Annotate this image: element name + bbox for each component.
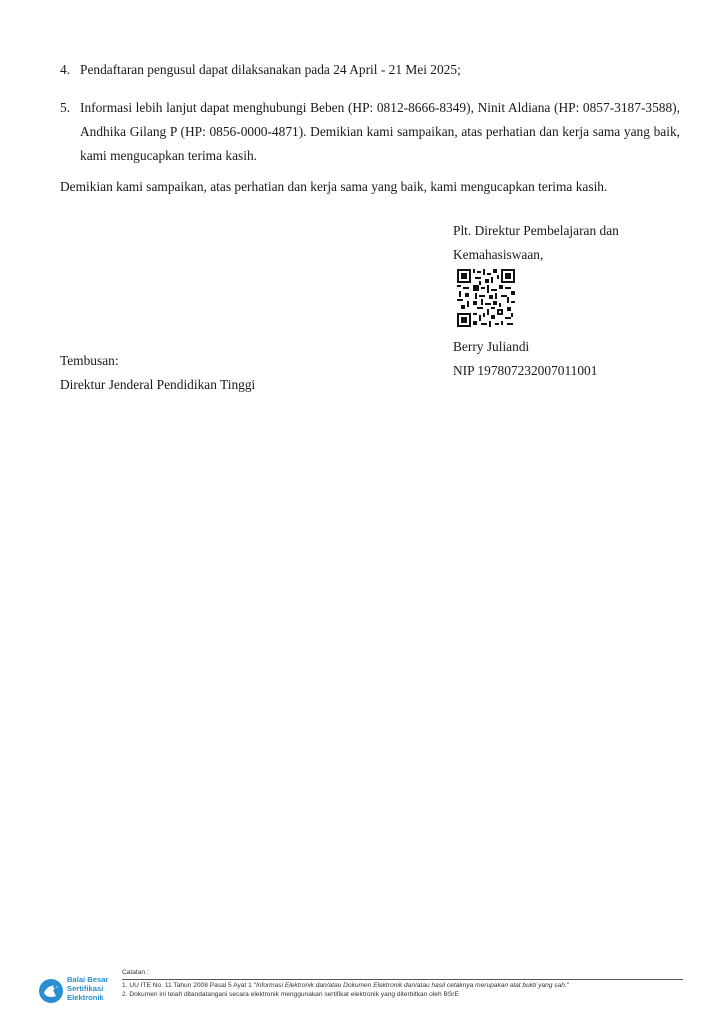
- logo-wordmark: [67, 975, 108, 1002]
- logo-line: Balai Besar: [67, 975, 109, 984]
- tembusan-block: [60, 349, 255, 397]
- tembusan-label: Tembusan:: [60, 353, 119, 368]
- note-1-quote: Informasi Elektronik dan/atau Dokumen Elektronik dan/atau hasil cetaknya merupakan alat bukti yang sah.: [255, 982, 567, 989]
- document-footer: [38, 968, 683, 1012]
- note-1-suffix: ": [566, 982, 570, 989]
- list-item: [60, 58, 680, 82]
- numbered-list: [60, 58, 680, 168]
- note-1: [122, 981, 683, 990]
- signatory-nip: NIP 197807232007011001: [453, 363, 598, 378]
- list-item: [60, 96, 680, 168]
- signature-block: [453, 219, 693, 383]
- closing-paragraph: Demikian kami sampaikan, atas perhatian dan kerja sama yang baik, kami mengucapkan terima kasih.: [60, 179, 608, 194]
- note-2: 2. Dokumen ini telah ditandatangani secara elektronik menggunakan sertifikat elektronik yang diterbitkan oleh BSrE: [122, 991, 459, 998]
- bsre-emblem-icon: [38, 978, 64, 1004]
- list-text: Informasi lebih lanjut dapat menghubungi Beben (HP: 0812-8666-8349), Ninit Aldiana (HP: 0857-3187-3588), Andhika Gilang P (HP: 0856-0000-4871). Demikian kami sampaikan, atas perhatian dan kerja sama yang baik, kami mengucapkan terima kasih.: [80, 100, 680, 163]
- qr-code-icon: [457, 269, 515, 327]
- logo-line: Elektronik: [67, 993, 104, 1002]
- list-text: Pendaftaran pengusul dapat dilaksanakan pada 24 April - 21 Mei 2025;: [80, 62, 461, 77]
- logo-line: Sertifikasi: [67, 984, 104, 993]
- footer-notes: [122, 968, 683, 999]
- notes-label: Catatan :: [122, 969, 149, 976]
- signatory-name: Berry Juliandi: [453, 339, 530, 354]
- list-number: 5.: [60, 100, 71, 115]
- list-number: 4.: [60, 62, 71, 77]
- signatory-title: Plt. Direktur Pembelajaran dan Kemahasiswaan,: [453, 223, 619, 262]
- notes-divider: [122, 979, 683, 980]
- note-1-prefix: 1. UU ITE No. 11 Tahun 2008 Pasal 5 Ayat 1 ": [122, 982, 256, 989]
- bsre-logo: [38, 974, 118, 1008]
- tembusan-recipient: Direktur Jenderal Pendidikan Tinggi: [60, 377, 256, 392]
